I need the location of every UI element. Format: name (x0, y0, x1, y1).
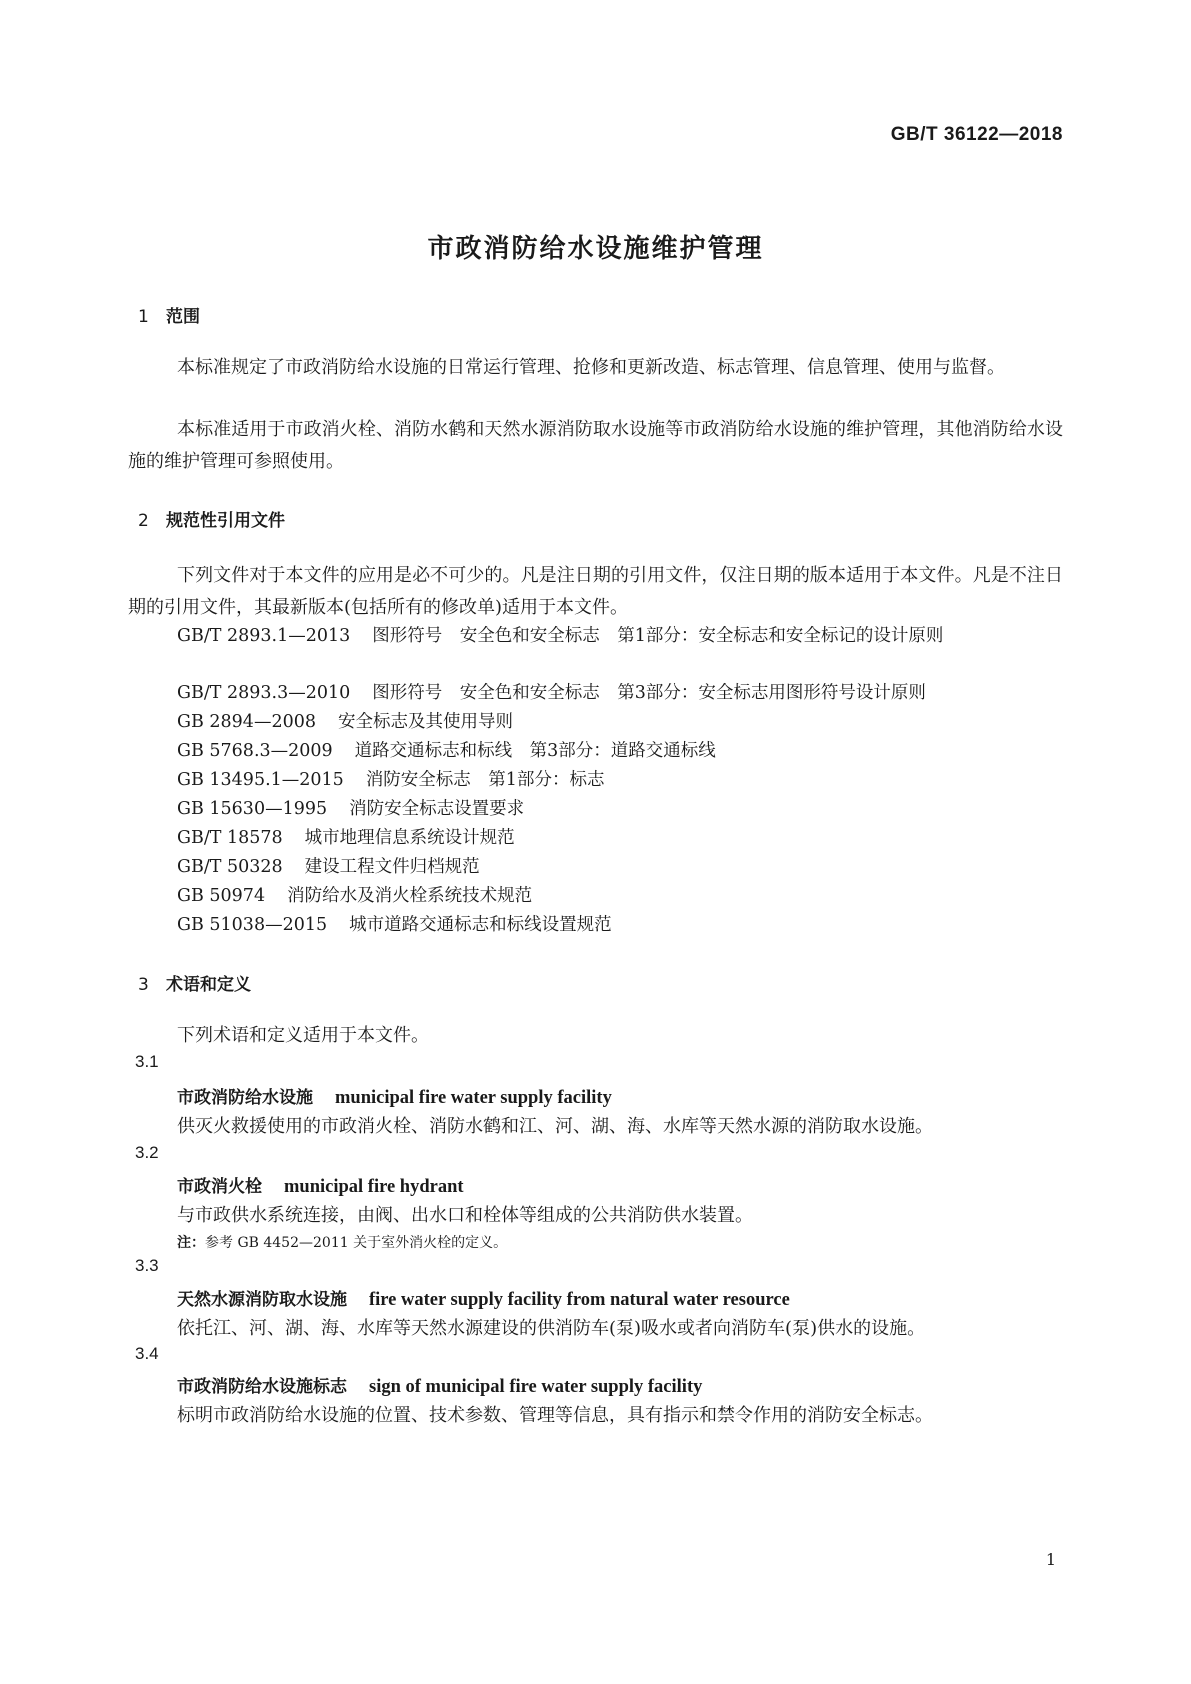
term-cn: 市政消火栓 (177, 1177, 262, 1197)
reference-code: GB 2894—2008 (177, 712, 316, 732)
term-definition: 供灭火救援使用的市政消火栓、消防水鹤和江、河、湖、海、水库等天然水源的消防取水设施。 (177, 1116, 933, 1137)
document-title: 市政消防给水设施维护管理 (427, 234, 764, 264)
reference-title: 消防安全标志设置要求 (349, 799, 525, 819)
reference-title: 城市道路交通标志和标线设置规范 (349, 915, 612, 935)
reference-item (177, 853, 480, 878)
reference-title: 安全标志及其使用导则 (337, 712, 513, 732)
term-heading (177, 1372, 702, 1398)
term-cn: 市政消防给水设施标志 (177, 1377, 347, 1397)
term-number: 3.1 (135, 1052, 159, 1071)
reference-title: 城市地理信息系统设计规范 (304, 828, 515, 848)
reference-code: GB/T 18578 (177, 828, 283, 848)
section-1-heading (138, 302, 200, 327)
reference-item (177, 766, 604, 791)
note-text: 参考 GB 4452—2011 关于室外消火栓的定义。 (205, 1235, 508, 1251)
term-note (177, 1232, 507, 1252)
reference-code: GB 15630—1995 (177, 799, 328, 819)
reference-code: GB/T 2893.3—2010 (177, 683, 351, 703)
reference-title: 建设工程文件归档规范 (304, 857, 480, 877)
references-intro: 下列文件对于本文件的应用是必不可少的。凡是注日期的引用文件，仅注日期的版本适用于本文件。凡是不注日期的引用文件，其最新版本(包括所有的修改单)适用于本文件。 (128, 565, 1063, 618)
section-number: 1 (138, 307, 149, 327)
term-en: sign of municipal fire water supply facility (369, 1377, 703, 1397)
reference-item (177, 737, 716, 762)
term-en: fire water supply facility from natural water resource (369, 1290, 790, 1310)
reference-title: 图形符号 安全色和安全标志 第3部分：安全标志用图形符号设计原则 (372, 683, 926, 703)
term-en: municipal fire hydrant (284, 1177, 464, 1197)
reference-item (177, 679, 926, 704)
reference-title: 消防给水及消火栓系统技术规范 (287, 886, 533, 906)
reference-code: GB/T 2893.1—2013 (177, 626, 351, 646)
reference-item (177, 911, 612, 936)
section-title: 范围 (166, 307, 200, 327)
note-label: 注： (177, 1235, 205, 1251)
section-title: 规范性引用文件 (166, 511, 285, 531)
term-cn: 市政消防给水设施 (177, 1088, 313, 1108)
term-cn: 天然水源消防取水设施 (177, 1290, 347, 1310)
reference-item (177, 824, 515, 849)
term-en: municipal fire water supply facility (335, 1088, 612, 1108)
reference-item (177, 620, 1062, 652)
reference-code: GB 50974 (177, 886, 266, 906)
reference-item (177, 882, 532, 907)
section-title: 术语和定义 (166, 975, 251, 995)
scope-paragraph-1: 本标准规定了市政消防给水设施的日常运行管理、抢修和更新改造、标志管理、信息管理、使用与监督。 (177, 357, 1005, 378)
term-number: 3.3 (135, 1256, 159, 1275)
term-heading (177, 1083, 612, 1109)
term-heading (177, 1285, 790, 1311)
reference-title: 道路交通标志和标线 第3部分：道路交通标线 (354, 741, 716, 761)
term-number: 3.4 (135, 1344, 159, 1363)
page-number: 1 (1045, 1550, 1056, 1569)
term-definition: 标明市政消防给水设施的位置、技术参数、管理等信息，具有指示和禁令作用的消防安全标志。 (177, 1405, 933, 1426)
term-definition: 与市政供水系统连接，由阀、出水口和栓体等组成的公共消防供水装置。 (177, 1205, 753, 1226)
reference-code: GB/T 50328 (177, 857, 283, 877)
section-2-heading (138, 506, 285, 531)
term-heading (177, 1172, 464, 1198)
reference-item (177, 795, 524, 820)
term-definition: 依托江、河、湖、海、水库等天然水源建设的供消防车(泵)吸水或者向消防车(泵)供水的设施。 (177, 1318, 926, 1339)
standard-number: GB/T 36122—2018 (890, 124, 1063, 145)
reference-title: 消防安全标志 第1部分：标志 (365, 770, 605, 790)
terms-intro: 下列术语和定义适用于本文件。 (177, 1025, 429, 1046)
reference-code: GB 13495.1—2015 (177, 770, 344, 790)
term-number: 3.2 (135, 1143, 159, 1162)
reference-item (177, 708, 513, 733)
section-number: 2 (138, 511, 149, 531)
reference-code: GB 5768.3—2009 (177, 741, 333, 761)
section-number: 3 (138, 975, 149, 995)
section-3-heading (138, 970, 251, 995)
scope-paragraph-2: 本标准适用于市政消火栓、消防水鹤和天然水源消防取水设施等市政消防给水设施的维护管理，其他消防给水设施的维护管理可参照使用。 (128, 419, 1063, 472)
reference-code: GB 51038—2015 (177, 915, 328, 935)
reference-title: 图形符号 安全色和安全标志 第1部分：安全标志和安全标记的设计原则 (372, 626, 944, 646)
